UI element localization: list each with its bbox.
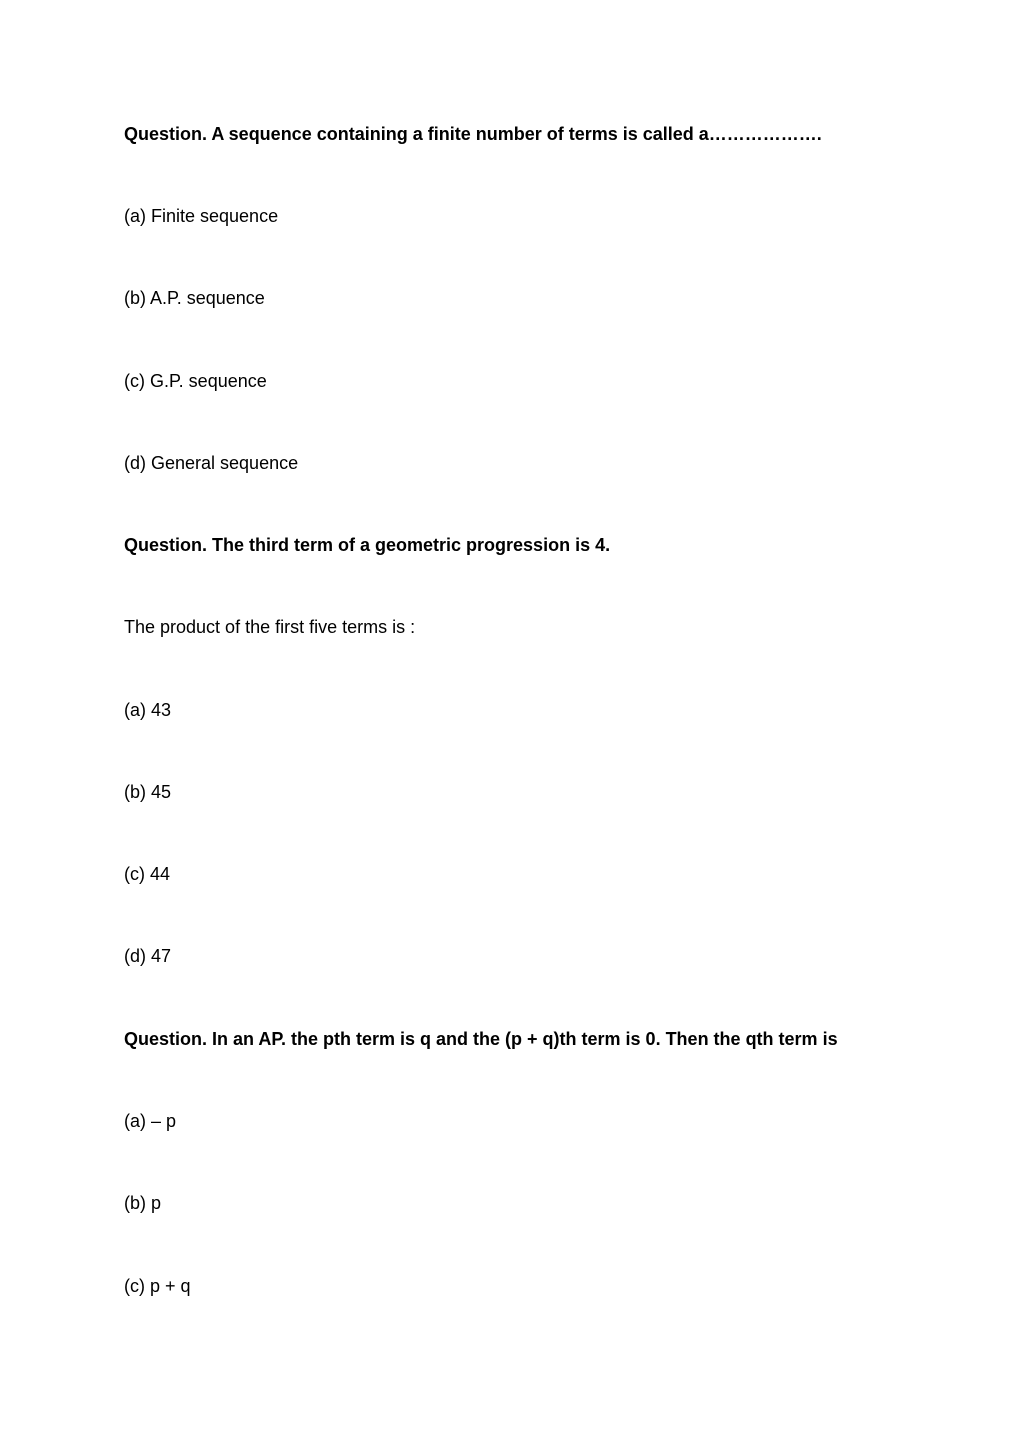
question-1-option-d: (d) General sequence	[124, 453, 299, 473]
question-3-option-c: (c) p + q	[124, 1276, 191, 1296]
question-2-option-c: (c) 44	[124, 864, 171, 884]
question-1-option-b: (b) A.P. sequence	[124, 288, 265, 308]
question-1-option-a: (a) Finite sequence	[124, 206, 279, 226]
question-2-option-d: (d) 47	[124, 946, 172, 966]
question-1-option-c: (c) G.P. sequence	[124, 371, 267, 391]
question-3-option-a: (a) – p	[124, 1111, 177, 1131]
question-3-option-b: (b) p	[124, 1193, 162, 1213]
question-2-subtext: The product of the first five terms is :	[124, 617, 416, 637]
question-3-text: Question. In an AP. the pth term is q and the (p + q)th term is 0. Then the qth term is	[124, 1029, 838, 1049]
question-2-text: Question. The third term of a geometric progression is 4.	[124, 535, 611, 555]
question-2-option-b: (b) 45	[124, 782, 172, 802]
question-1-text: Question. A sequence containing a finite number of terms is called a……………….	[124, 124, 822, 144]
question-2-option-a: (a) 43	[124, 700, 172, 720]
